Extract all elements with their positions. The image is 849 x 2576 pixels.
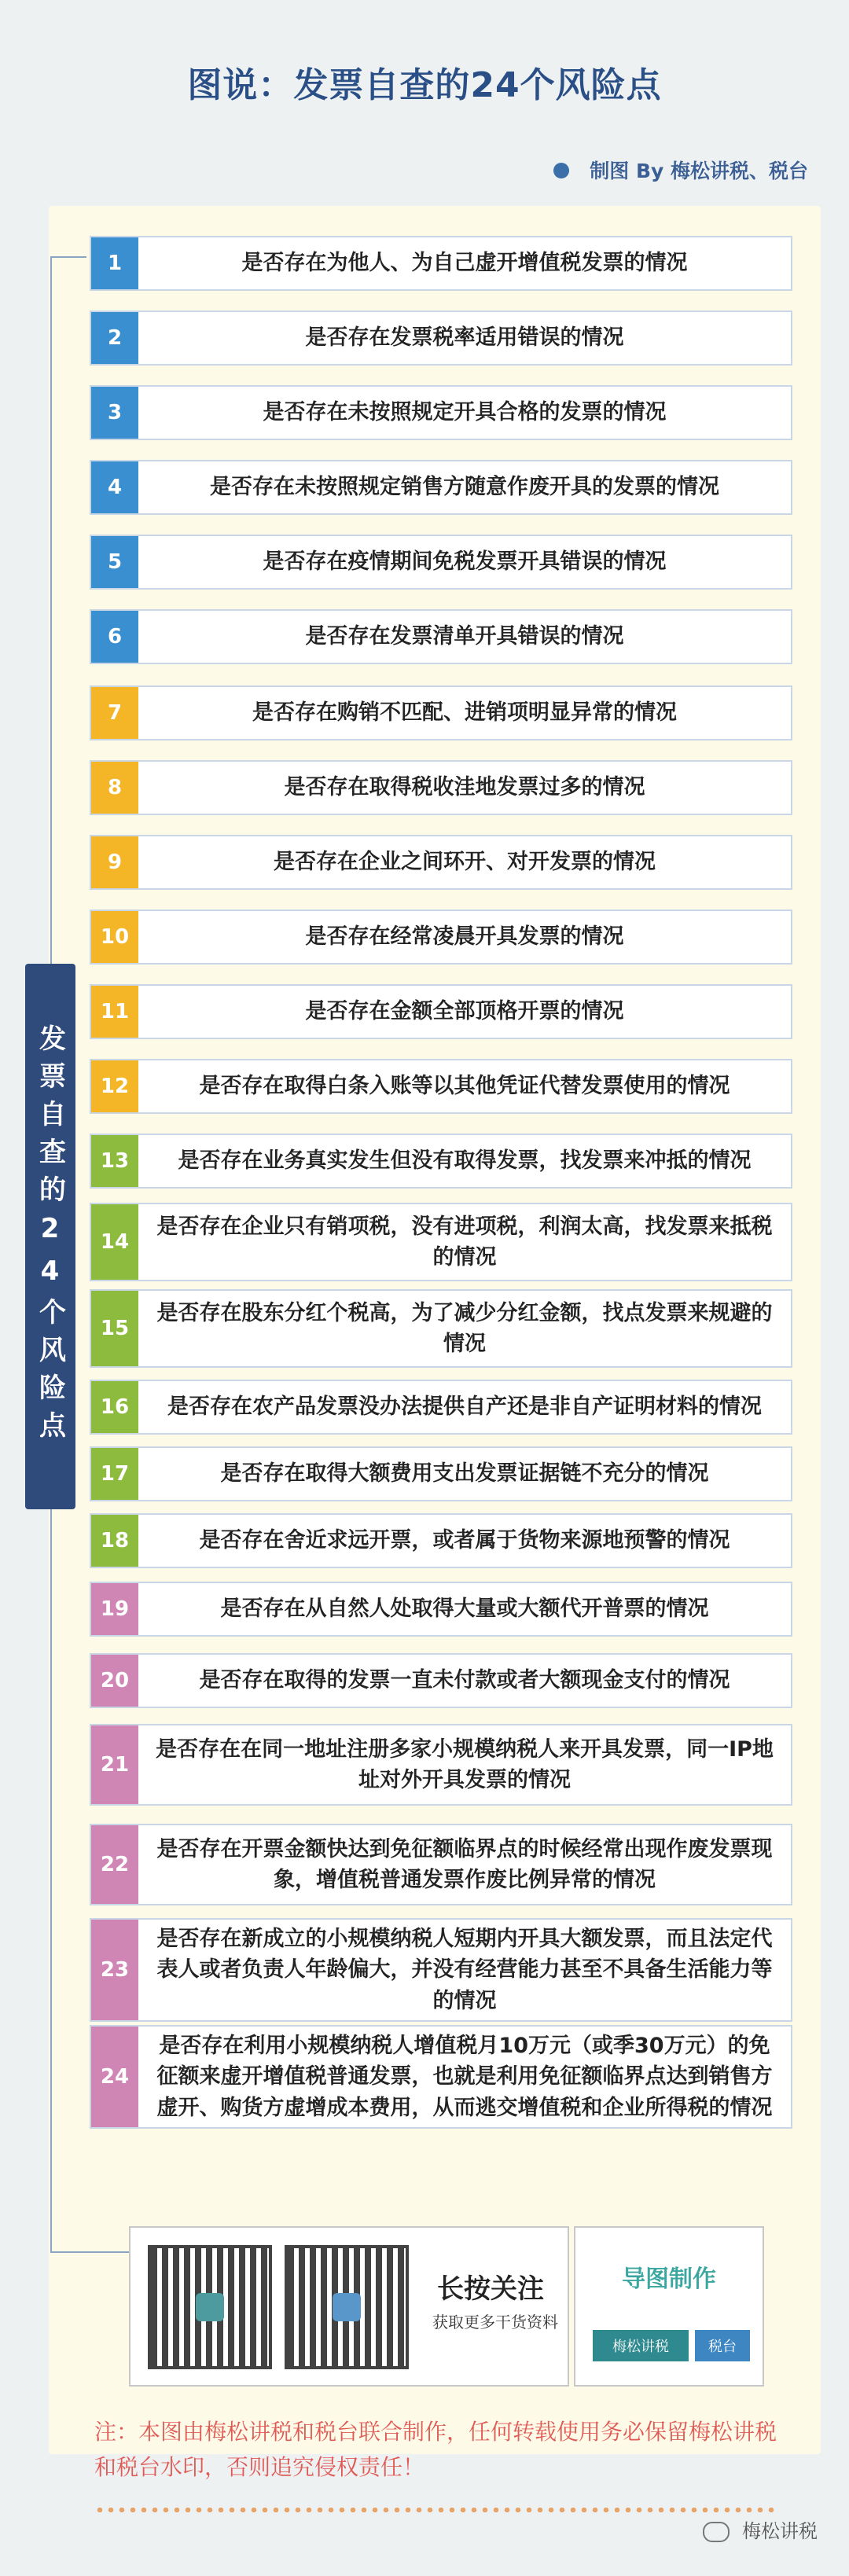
sidebar-label: 发票自查的24个风险点 bbox=[25, 964, 75, 1509]
risk-item-text: 是否存在疫情期间免税发票开具错误的情况 bbox=[263, 549, 667, 575]
risk-item bbox=[90, 685, 792, 740]
risk-item-number: 23 bbox=[91, 1920, 138, 2020]
risk-item-number: 7 bbox=[91, 687, 138, 739]
risk-item-text: 是否存在取得的发票一直未付款或者大额现金支付的情况 bbox=[199, 1668, 730, 1693]
risk-item-number: 5 bbox=[91, 536, 138, 588]
risk-item-text: 是否存在企业之间环开、对开发票的情况 bbox=[274, 850, 656, 875]
risk-item bbox=[90, 311, 792, 366]
risk-item bbox=[90, 1289, 792, 1368]
risk-item-number: 2 bbox=[91, 312, 138, 364]
guide-label: 导图制作 bbox=[622, 2265, 716, 2293]
logo-meisong: 梅松讲税 bbox=[593, 2330, 689, 2361]
qr-code-icon bbox=[285, 2245, 409, 2369]
risk-item bbox=[90, 2025, 792, 2129]
logo-shuitai: 税台 bbox=[695, 2330, 750, 2361]
risk-item bbox=[90, 1513, 792, 1568]
risk-item bbox=[90, 1380, 792, 1435]
risk-item-number: 10 bbox=[91, 911, 138, 963]
bullet-dot-icon bbox=[553, 163, 569, 178]
risk-item-text: 是否存在购销不匹配、进销项明显异常的情况 bbox=[252, 700, 677, 726]
risk-item bbox=[90, 1824, 792, 1905]
footer bbox=[104, 2226, 761, 2404]
risk-item bbox=[90, 835, 792, 890]
risk-item bbox=[90, 1134, 792, 1189]
risk-item-number: 24 bbox=[91, 2027, 138, 2127]
copyright-note: 注：本图由梅松讲税和税台联合制作，任何转载使用务必保留梅松讲税和税台水印，否则追究侵权责任！ bbox=[94, 2419, 777, 2480]
risk-item-text: 是否存在业务真实发生但没有取得发票，找发票来冲抵的情况 bbox=[178, 1148, 752, 1174]
risk-item-number: 9 bbox=[91, 836, 138, 888]
risk-item-text: 是否存在经常凌晨开具发票的情况 bbox=[305, 924, 624, 950]
wechat-icon bbox=[703, 2522, 730, 2542]
risk-item-text: 是否存在为他人、为自己虚开增值税发票的情况 bbox=[241, 251, 688, 276]
risk-item-text: 是否存在取得税收洼地发票过多的情况 bbox=[284, 775, 645, 800]
risk-item-number: 3 bbox=[91, 387, 138, 439]
risk-item bbox=[90, 1918, 792, 2022]
risk-item-number: 14 bbox=[91, 1204, 138, 1280]
risk-item bbox=[90, 535, 792, 590]
risk-item bbox=[90, 984, 792, 1039]
dotted-divider bbox=[94, 2508, 778, 2512]
risk-item-number: 21 bbox=[91, 1725, 138, 1804]
qr-code-box bbox=[129, 2226, 569, 2387]
risk-item-number: 15 bbox=[91, 1291, 138, 1366]
risk-item-number: 6 bbox=[91, 611, 138, 663]
risk-item-text: 是否存在利用小规模纳税人增值税月10万元（或季30万元）的免征额来虚开增值税普通发票，也就是利用免征额临界点达到销售方虚开、购货方虚增成本费用，从而逃交增值税和企业所得税的情况 bbox=[156, 2034, 773, 2120]
risk-item-text: 是否存在舍近求远开票，或者属于货物来源地预警的情况 bbox=[199, 1528, 730, 1553]
risk-item-number: 17 bbox=[91, 1448, 138, 1500]
risk-item bbox=[90, 760, 792, 815]
connector-tick bbox=[50, 256, 86, 258]
risk-item-number: 8 bbox=[91, 762, 138, 814]
risk-item bbox=[90, 1653, 792, 1708]
risk-item-text: 是否存在从自然人处取得大量或大额代开普票的情况 bbox=[220, 1597, 709, 1622]
watermark bbox=[703, 2515, 818, 2543]
risk-item-number: 1 bbox=[91, 237, 138, 289]
risk-item-number: 16 bbox=[91, 1381, 138, 1433]
risk-item-text: 是否存在农产品发票没办法提供自产还是非自产证明材料的情况 bbox=[167, 1395, 762, 1420]
risk-item-number: 19 bbox=[91, 1583, 138, 1635]
qr-code-icon bbox=[148, 2245, 272, 2369]
risk-item bbox=[90, 460, 792, 515]
risk-item-number: 22 bbox=[91, 1825, 138, 1904]
credit-line bbox=[553, 156, 808, 184]
risk-item bbox=[90, 1059, 792, 1114]
risk-item bbox=[90, 1724, 792, 1806]
risk-item bbox=[90, 1446, 792, 1501]
risk-item-text: 是否存在股东分红个税高，为了减少分红金额，找点发票来规避的情况 bbox=[156, 1300, 773, 1356]
risk-item bbox=[90, 1582, 792, 1637]
risk-item-text: 是否存在企业只有销项税，没有进项税，利润太高，找发票来抵税的情况 bbox=[156, 1214, 773, 1270]
risk-item-text: 是否存在取得白条入账等以其他凭证代替发票使用的情况 bbox=[199, 1074, 730, 1099]
risk-item bbox=[90, 609, 792, 664]
risk-item-text: 是否存在开票金额快达到免征额临界点的时候经常出现作废发票现象，增值税普通发票作废比例异常的情况 bbox=[156, 1836, 773, 1892]
risk-item-text: 是否存在未按照规定开具合格的发票的情况 bbox=[263, 400, 667, 425]
risk-item-number: 13 bbox=[91, 1135, 138, 1187]
risk-item-text: 是否存在在同一地址注册多家小规模纳税人来开具发票，同一IP地址对外开具发票的情况 bbox=[156, 1736, 774, 1792]
risk-item-text: 是否存在金额全部顶格开票的情况 bbox=[305, 999, 624, 1024]
risk-item-number: 18 bbox=[91, 1515, 138, 1567]
risk-item-text: 是否存在发票税率适用错误的情况 bbox=[305, 325, 624, 351]
press-label: 长按关注 bbox=[437, 2273, 544, 2305]
risk-item bbox=[90, 236, 792, 291]
risk-item-number: 12 bbox=[91, 1060, 138, 1112]
risk-item-text: 是否存在未按照规定销售方随意作废开具的发票的情况 bbox=[210, 475, 719, 500]
watermark-text: 梅松讲税 bbox=[742, 2520, 818, 2542]
page-title: 图说：发票自查的24个风险点 bbox=[187, 65, 662, 105]
press-sub-label: 获取更多干货资料 bbox=[432, 2313, 558, 2332]
risk-item bbox=[90, 1203, 792, 1281]
risk-item bbox=[90, 910, 792, 965]
risk-item bbox=[90, 385, 792, 440]
credit-text: 制图 By 梅松讲税、税台 bbox=[590, 160, 808, 182]
risk-item-number: 20 bbox=[91, 1655, 138, 1707]
risk-item-number: 11 bbox=[91, 986, 138, 1038]
risk-item-number: 4 bbox=[91, 461, 138, 513]
risk-item-text: 是否存在取得大额费用支出发票证据链不充分的情况 bbox=[220, 1461, 709, 1486]
risk-item-text: 是否存在新成立的小规模纳税人短期内开具大额发票，而且法定代表人或者负责人年龄偏大，并没有经营能力甚至不具备生活能力等的情况 bbox=[156, 1927, 773, 2013]
guide-box bbox=[574, 2226, 764, 2387]
risk-item-text: 是否存在发票清单开具错误的情况 bbox=[305, 624, 624, 649]
